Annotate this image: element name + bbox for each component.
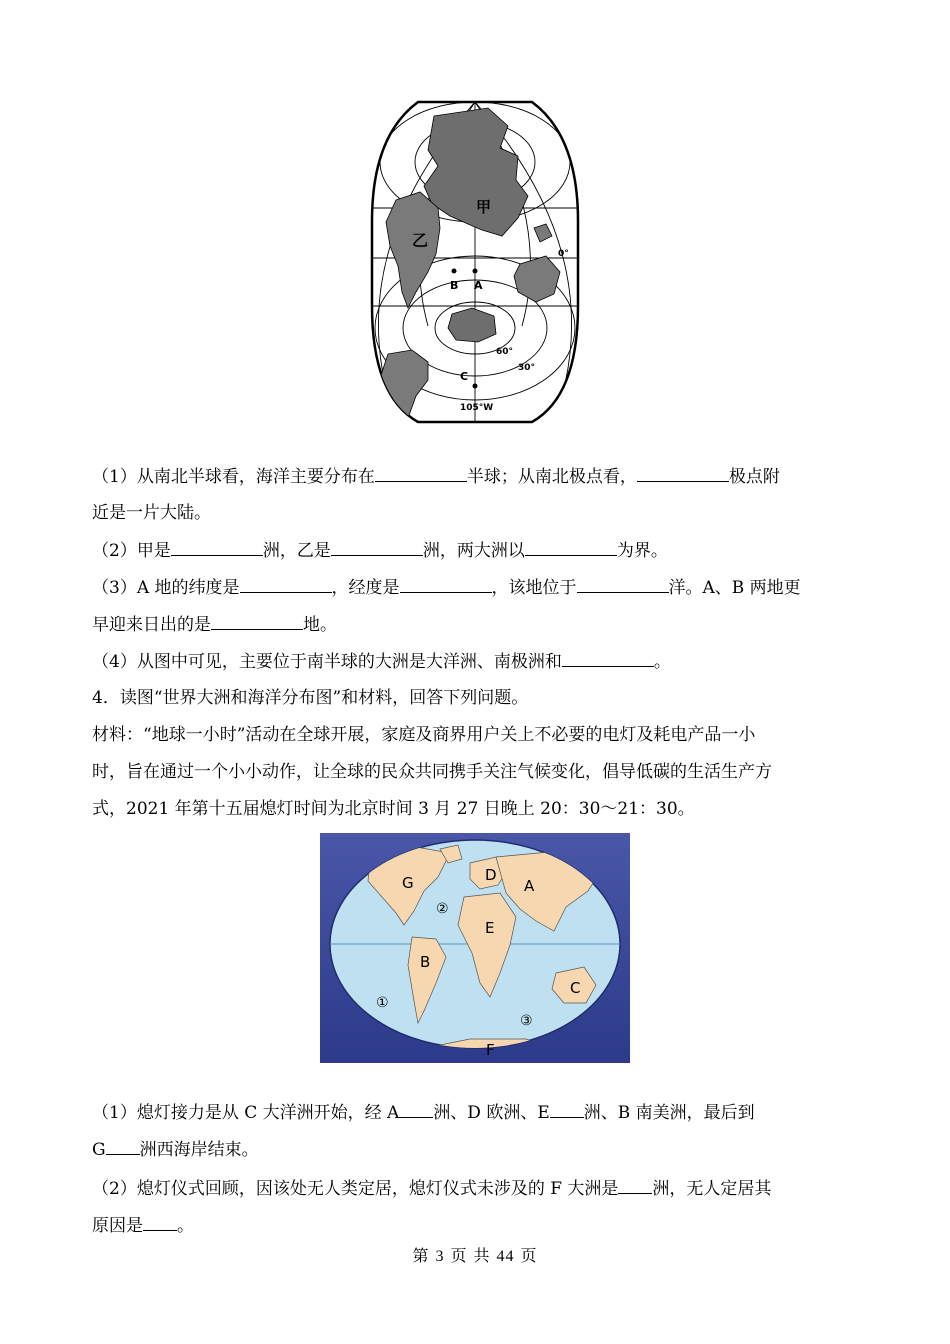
q3-part3-line1 [92,575,801,600]
q3-text: 。 [653,652,671,672]
current-page-number: 3 [435,1248,445,1265]
q4-title: 4．读图“世界大洲和海洋分布图”和材料，回答下列问题。 [92,688,529,708]
q3-text: 地。 [303,615,337,635]
label-c: C [460,370,469,383]
world-map-figure [320,833,630,1063]
footer-text: 第 [412,1246,430,1265]
label-ocean-2: ② [436,901,449,917]
answer-blank[interactable] [400,575,492,593]
page-footer [0,1243,950,1266]
answer-blank[interactable] [637,464,729,482]
q3-text: 近是一片大陆。 [92,503,211,523]
label-yi: 乙 [412,231,429,250]
q4-text: G [92,1140,106,1160]
label-lat-30: 30° [518,363,536,373]
q4-material-line1: 材料：“地球一小时”活动在全球开展，家庭及商界用户关上不必要的电灯及耗电产品一小 [92,725,756,745]
footer-text: 页 共 [450,1246,491,1265]
point-b-marker [452,269,457,274]
q4-text: 洲西海岸结束。 [139,1140,259,1160]
q3-text: （3）A 地的纬度是 [92,578,240,598]
answer-blank[interactable] [375,464,467,482]
q4-text: （1）熄灯接力是从 C 大洋洲开始，经 A [92,1103,400,1123]
q4-text: （2）熄灯仪式回顾，因该处无人类定居，熄灯仪式未涉及的 F 大洲是 [92,1179,619,1199]
q4-text: 洲、D 欧洲、E [433,1103,550,1123]
q3-part3-line2 [92,612,337,637]
answer-blank[interactable] [525,538,617,556]
total-page-count: 44 [496,1248,515,1265]
label-a: A [524,877,535,895]
answer-blank[interactable] [562,649,654,667]
answer-blank[interactable] [171,538,263,556]
label-lat-0: 0° [558,249,569,259]
q3-part1-line1 [92,464,780,489]
q3-part1-line2 [92,501,211,525]
footer-text: 页 [520,1246,538,1265]
q3-text: （4）从图中可见，主要位于南半球的大洲是大洋洲、南极洲和 [92,652,562,672]
q4-part1-line1 [92,1100,755,1125]
hemisphere-map-figure [368,96,582,428]
label-a: A [474,279,483,292]
q3-text: 洲，乙是 [262,541,331,561]
label-b: B [450,279,459,292]
q3-text: 洲，两大洲以 [422,541,525,561]
q4-material-line2: 时，旨在通过一个小小动作，让全球的民众共同携手关注气候变化，倡导低碳的生活生产方 [92,762,772,782]
answer-blank[interactable] [577,575,669,593]
answer-blank[interactable] [550,1100,584,1118]
q3-part2 [92,538,668,563]
q3-text: 为界。 [616,541,668,561]
q4-material-line3: 式，2021 年第十五届熄灯时间为北京时间 3 月 27 日晚上 20：30～21：30。 [92,799,695,819]
point-c-marker [473,384,478,389]
label-b: B [420,953,431,971]
label-ocean-3: ③ [520,1013,533,1029]
q3-part4 [92,649,671,674]
answer-blank[interactable] [211,612,303,630]
q4-text: 原因是 [92,1216,143,1236]
label-ocean-1: ① [376,995,389,1011]
answer-blank[interactable] [399,1100,433,1118]
q3-text: 极点附 [728,467,780,487]
label-lon-105w: 105°W [460,403,494,413]
label-e: E [485,919,495,937]
q4-part2-line1 [92,1176,771,1201]
label-jia: 甲 [476,198,492,216]
answer-blank[interactable] [143,1213,177,1231]
point-a-marker [473,269,478,274]
q4-part2-line2 [92,1213,194,1238]
label-f: F [486,1041,495,1059]
label-lat-60: 60° [496,347,514,357]
label-g: G [402,874,414,892]
answer-blank[interactable] [331,538,423,556]
label-c: C [570,979,581,997]
q4-text: 洲、B 南美洲，最后到 [583,1103,755,1123]
label-d: D [485,866,497,884]
answer-blank[interactable] [240,575,332,593]
q3-text: 早迎来日出的是 [92,615,211,635]
q4-part1-line2 [92,1137,259,1162]
q3-text: ，该地位于 [491,578,577,598]
answer-blank[interactable] [106,1137,140,1155]
q3-text: 洋。A、B 两地更 [668,578,801,598]
q3-text: 半球；从南北极点看， [466,467,637,487]
q3-text: （1）从南北半球看，海洋主要分布在 [92,467,375,487]
q3-text: （2）甲是 [92,541,171,561]
answer-blank[interactable] [618,1176,652,1194]
q4-text: 洲，无人定居其 [652,1179,772,1199]
q4-text: 。 [177,1216,194,1236]
q3-text: ，经度是 [331,578,400,598]
